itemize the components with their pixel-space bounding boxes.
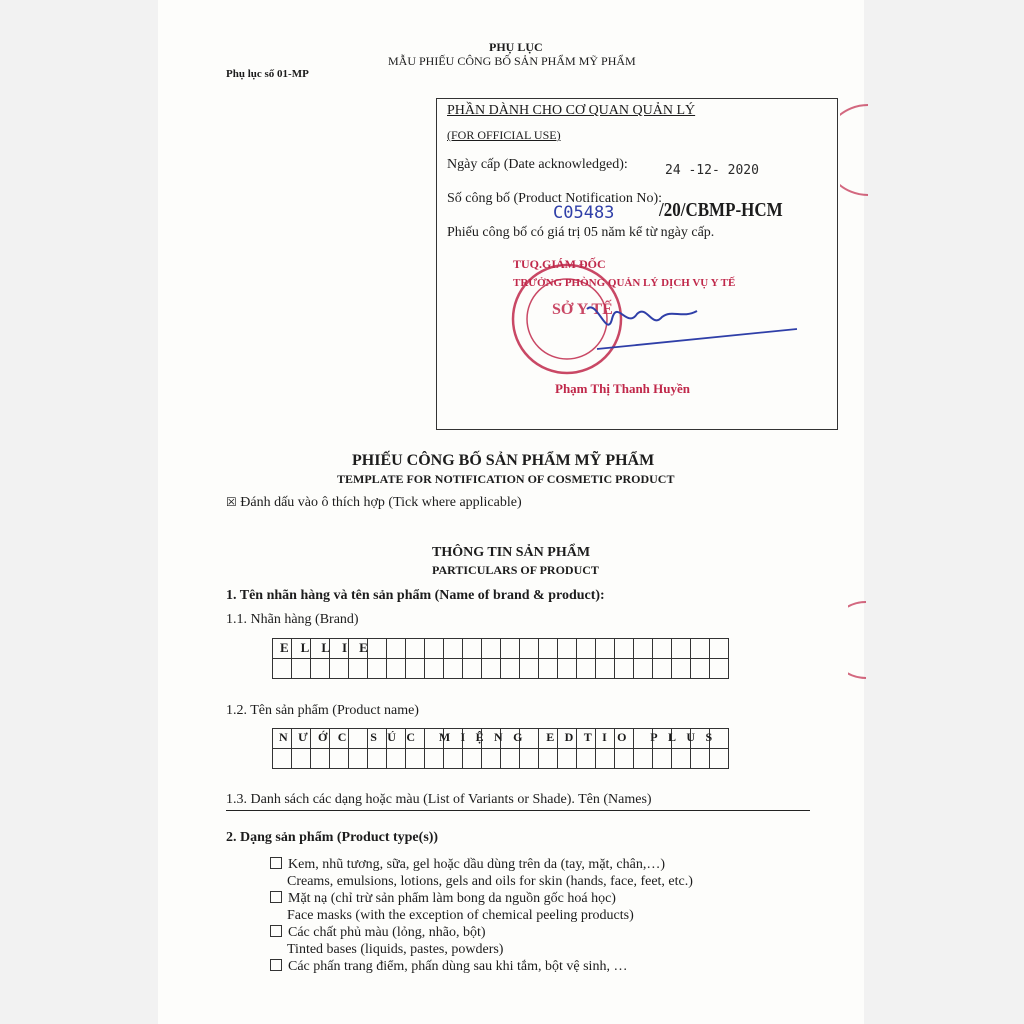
seal-text: SỞ Y TẾ bbox=[552, 301, 613, 318]
tick-instruction bbox=[226, 495, 522, 511]
product-type-en: Creams, emulsions, lotions, gels and oils for skin (hands, face, feet, etc.) bbox=[287, 874, 693, 889]
date-value: 24 -12- 2020 bbox=[665, 163, 759, 178]
grid-cell bbox=[653, 749, 672, 769]
grid-cell bbox=[539, 639, 558, 659]
grid-cell bbox=[349, 659, 368, 679]
checked-box-icon: ☒ bbox=[226, 495, 237, 509]
product-type-en: Tinted bases (liquids, pastes, powders) bbox=[287, 942, 504, 957]
grid-cell bbox=[577, 659, 596, 679]
question-2-label: 2. Dạng sản phẩm (Product type(s)) bbox=[226, 830, 439, 845]
grid-cell bbox=[273, 659, 292, 679]
grid-cell bbox=[710, 659, 729, 679]
number-suffix: /20/CBMP-HCM bbox=[659, 199, 783, 221]
seal-outer-ring bbox=[513, 265, 621, 373]
number-label: Số công bố (Product Notification No): bbox=[447, 191, 663, 206]
appendix-subtitle: MẪU PHIẾU CÔNG BỐ SẢN PHẨM MỸ PHẨM bbox=[388, 54, 636, 68]
grid-cell bbox=[634, 639, 653, 659]
grid-cell bbox=[539, 749, 558, 769]
grid-cell bbox=[710, 639, 729, 659]
grid-cell bbox=[330, 749, 349, 769]
variants-label: 1.3. Danh sách các dạng hoặc màu (List of Variants or Shade). Tên (Names) bbox=[226, 792, 652, 807]
grid-cell bbox=[672, 639, 691, 659]
grid-cell bbox=[634, 749, 653, 769]
grid-cell bbox=[615, 749, 634, 769]
edge-stamp-arc bbox=[840, 105, 868, 195]
grid-cell bbox=[615, 639, 634, 659]
validity-text: Phiếu công bố có giá trị 05 năm kể từ ngày cấp. bbox=[447, 225, 715, 240]
checkbox[interactable] bbox=[270, 857, 282, 869]
grid-cell bbox=[425, 749, 444, 769]
grid-cell bbox=[501, 639, 520, 659]
grid-cell bbox=[349, 749, 368, 769]
signature-tail bbox=[597, 329, 797, 349]
grid-cell bbox=[444, 639, 463, 659]
official-use-box bbox=[436, 98, 838, 430]
product-type-list bbox=[270, 856, 693, 975]
grid-cell bbox=[463, 749, 482, 769]
product-type-item bbox=[270, 856, 693, 873]
product-type-vi: Kem, nhũ tương, sữa, gel hoặc dầu dùng trên da (tay, mặt, chân,…) bbox=[288, 857, 666, 872]
grid-cell bbox=[311, 659, 330, 679]
grid-cell bbox=[292, 749, 311, 769]
grid-cell bbox=[387, 659, 406, 679]
product-type-en: Face masks (with the exception of chemical peeling products) bbox=[287, 908, 634, 923]
grid-cell bbox=[406, 749, 425, 769]
checkbox[interactable] bbox=[270, 925, 282, 937]
grid-cell bbox=[292, 659, 311, 679]
appendix-title: PHỤ LỤC bbox=[489, 40, 543, 54]
seal-inner-ring bbox=[527, 279, 607, 359]
grid-cell bbox=[539, 659, 558, 679]
product-type-item bbox=[270, 958, 693, 975]
question-1-label: 1. Tên nhãn hàng và tên sản phẩm (Name of brand & product): bbox=[226, 588, 605, 603]
grid-cell bbox=[425, 639, 444, 659]
grid-cell bbox=[311, 749, 330, 769]
grid-cell bbox=[501, 659, 520, 679]
edge-stamp-fragment-2 bbox=[848, 600, 868, 680]
grid-cell bbox=[596, 659, 615, 679]
grid-cell bbox=[615, 659, 634, 679]
brand-grid-row bbox=[273, 659, 729, 679]
grid-cell bbox=[273, 749, 292, 769]
edge-stamp-arc-2 bbox=[848, 602, 866, 678]
grid-cell bbox=[463, 639, 482, 659]
grid-cell bbox=[444, 749, 463, 769]
grid-cell bbox=[444, 659, 463, 679]
grid-cell bbox=[691, 659, 710, 679]
product-type-item bbox=[270, 924, 693, 941]
grid-cell bbox=[387, 639, 406, 659]
grid-cell bbox=[558, 659, 577, 679]
signer-title-2: TRƯỞNG PHÒNG QUẢN LÝ DỊCH VỤ Y TẾ bbox=[513, 277, 736, 289]
grid-cell bbox=[634, 659, 653, 679]
section-title-en: PARTICULARS OF PRODUCT bbox=[432, 563, 599, 577]
signer-name: Phạm Thị Thanh Huyền bbox=[555, 381, 690, 396]
grid-cell bbox=[482, 639, 501, 659]
grid-cell bbox=[653, 639, 672, 659]
grid-cell bbox=[520, 659, 539, 679]
grid-cell bbox=[482, 749, 501, 769]
grid-cell bbox=[558, 749, 577, 769]
grid-cell bbox=[368, 659, 387, 679]
checkbox[interactable] bbox=[270, 891, 282, 903]
grid-cell bbox=[691, 749, 710, 769]
official-heading-en: (FOR OFFICIAL USE) bbox=[447, 128, 561, 142]
grid-cell bbox=[368, 749, 387, 769]
grid-cell bbox=[672, 749, 691, 769]
section-title-vi: THÔNG TIN SẢN PHẨM bbox=[432, 545, 591, 560]
checkbox[interactable] bbox=[270, 959, 282, 971]
grid-cell bbox=[463, 659, 482, 679]
form-title-en: TEMPLATE FOR NOTIFICATION OF COSMETIC PRODUCT bbox=[337, 472, 675, 486]
grid-cell bbox=[406, 659, 425, 679]
grid-cell bbox=[653, 659, 672, 679]
product-grid-row bbox=[273, 749, 729, 769]
number-handwritten: C05483 bbox=[553, 203, 615, 223]
product-type-vi: Các phấn trang điểm, phấn dùng sau khi tắm, bột vệ sinh, … bbox=[288, 959, 628, 974]
signer-title-1: TUQ.GIÁM ĐỐC bbox=[513, 257, 606, 271]
grid-cell bbox=[520, 639, 539, 659]
date-label: Ngày cấp (Date acknowledged): bbox=[447, 157, 628, 172]
product-type-vi: Mặt nạ (chỉ trừ sản phẩm làm bong da nguồn gốc hoá học) bbox=[288, 891, 616, 906]
edge-stamp-fragment bbox=[840, 100, 870, 200]
grid-cell bbox=[406, 639, 425, 659]
grid-cell bbox=[501, 749, 520, 769]
grid-cell bbox=[558, 639, 577, 659]
official-seal-and-signature bbox=[497, 259, 817, 399]
grid-cell bbox=[596, 639, 615, 659]
appendix-number: Phụ lục số 01-MP bbox=[226, 68, 309, 80]
grid-cell bbox=[577, 749, 596, 769]
grid-cell bbox=[577, 639, 596, 659]
brand-label: 1.1. Nhãn hàng (Brand) bbox=[226, 612, 359, 627]
grid-cell bbox=[520, 749, 539, 769]
product-type-vi: Các chất phủ màu (lỏng, nhão, bột) bbox=[288, 925, 486, 940]
grid-cell bbox=[482, 659, 501, 679]
grid-cell bbox=[330, 659, 349, 679]
product-value: NƯỚC SÚC MIỆNG EDTIO PLUS bbox=[279, 730, 723, 744]
divider bbox=[226, 810, 810, 811]
tick-instruction-text: Đánh dấu vào ô thích hợp (Tick where applicable) bbox=[240, 495, 522, 510]
official-heading-vi: PHẦN DÀNH CHO CƠ QUAN QUẢN LÝ bbox=[447, 103, 696, 118]
grid-cell bbox=[672, 659, 691, 679]
form-title-vi: PHIẾU CÔNG BỐ SẢN PHẨM MỸ PHẨM bbox=[352, 452, 655, 469]
grid-cell bbox=[710, 749, 729, 769]
grid-cell bbox=[596, 749, 615, 769]
product-name-label: 1.2. Tên sản phẩm (Product name) bbox=[226, 703, 419, 718]
grid-cell bbox=[691, 639, 710, 659]
grid-cell bbox=[425, 659, 444, 679]
brand-value: ELLIE bbox=[280, 640, 380, 655]
product-type-item bbox=[270, 890, 693, 907]
grid-cell bbox=[387, 749, 406, 769]
